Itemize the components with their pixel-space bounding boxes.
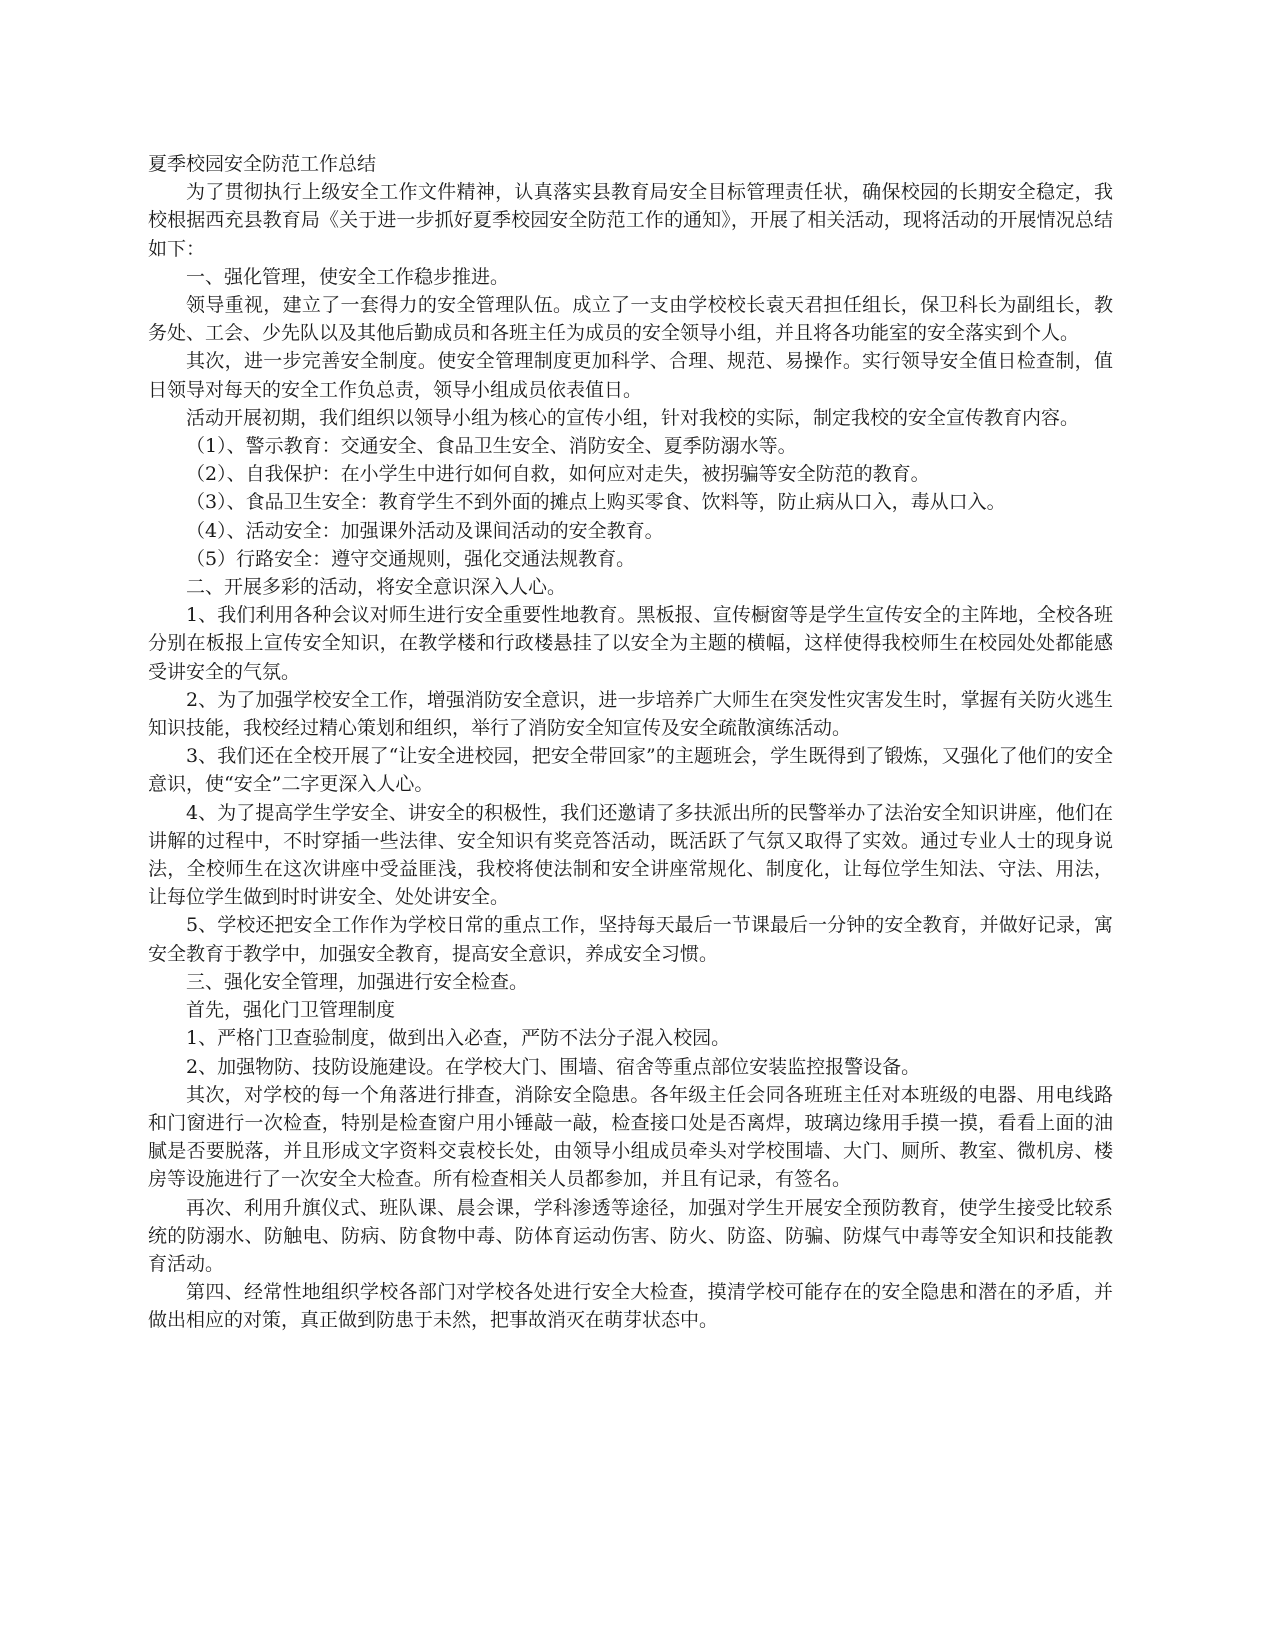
list-item: （2）、自我保护：在小学生中进行如何自救，如何应对走失，被拐骗等安全防范的教育。 <box>186 463 930 486</box>
paragraph: 其次，进一步完善安全制度。使安全管理制度更加科学、合理、规范、易操作。实行领导安全值日检查制，值日领导对每天的安全工作负总责，领导小组成员依表值日。 <box>148 350 1113 401</box>
paragraph: 5、学校还把安全工作作为学校日常的重点工作，坚持每天最后一节课最后一分钟的安全教育，并做好记录，寓安全教育于教学中，加强安全教育，提高安全意识，养成安全习惯。 <box>148 914 1113 965</box>
list-item: （4）、活动安全：加强课外活动及课间活动的安全教育。 <box>186 519 664 542</box>
paragraph: 活动开展初期，我们组织以领导小组为核心的宣传小组，针对我校的实际，制定我校的安全宣传教育内容。 <box>186 406 1080 429</box>
section-heading: 三、强化安全管理，加强进行安全检查。 <box>186 970 529 993</box>
list-item: 1、严格门卫查验制度，做到出入必查，严防不法分子混入校园。 <box>186 1027 731 1050</box>
list-item: （5）行路安全：遵守交通规则，强化交通法规教育。 <box>186 547 636 570</box>
paragraph: 为了贯彻执行上级安全工作文件精神，认真落实县教育局安全目标管理责任状，确保校园的长期安全稳定，我校根据西充县教育局《关于进一步抓好夏季校园安全防范工作的通知》，开展了相关活动，现将活动的开展情况总结如下： <box>148 181 1113 260</box>
paragraph: 首先，强化门卫管理制度 <box>186 999 396 1022</box>
document-title: 夏季校园安全防范工作总结 <box>148 153 377 175</box>
paragraph: 4、为了提高学生学安全、讲安全的积极性，我们还邀请了多扶派出所的民警举办了法治安全知识讲座，他们在讲解的过程中，不时穿插一些法律、安全知识有奖竞答活动，既活跃了气氛又取得了实效。通过专业人士的现身说法，全校师生在这次讲座中受益匪浅，我校将使法制和安全讲座常规化、制度化，让每位学生知法、守法、用法，让每位学生做到时时讲安全、处处讲安全。 <box>148 801 1113 909</box>
document-body <box>148 150 1113 1335</box>
list-item: （3）、食品卫生安全：教育学生不到外面的摊点上购买零食、饮料等，防止病从口入，毒从口入。 <box>186 491 1006 514</box>
paragraph: 1、我们利用各种会议对师生进行安全重要性地教育。黑板报、宣传橱窗等是学生宣传安全的主阵地，全校各班分别在板报上宣传安全知识，在教学楼和行政楼悬挂了以安全为主题的横幅，这样使得我校师生在校园处处都能感受讲安全的气氛。 <box>148 604 1113 683</box>
paragraph: 3、我们还在全校开展了“让安全进校园，把安全带回家”的主题班会，学生既得到了锻炼，又强化了他们的安全意识，使“安全”二字更深入人心。 <box>148 745 1113 796</box>
paragraph: 再次、利用升旗仪式、班队课、晨会课，学科渗透等途径，加强对学生开展安全预防教育，使学生接受比较系统的防溺水、防触电、防病、防食物中毒、防体育运动伤害、防火、防盗、防骗、防煤气中毒等安全知识和技能教育活动。 <box>148 1196 1113 1275</box>
paragraph: 领导重视，建立了一套得力的安全管理队伍。成立了一支由学校校长袁天君担任组长，保卫科长为副组长，教务处、工会、少先队以及其他后勤成员和各班主任为成员的安全领导小组，并且将各功能室的安全落实到个人。 <box>148 294 1113 345</box>
section-heading: 二、开展多彩的活动，将安全意识深入人心。 <box>186 576 567 599</box>
paragraph: 第四、经常性地组织学校各部门对学校各处进行安全大检查，摸清学校可能存在的安全隐患和潜在的矛盾，并做出相应的对策，真正做到防患于未然，把事故消灭在萌芽状态中。 <box>148 1281 1113 1332</box>
paragraph: 2、为了加强学校安全工作，增强消防安全意识，进一步培养广大师生在突发性灾害发生时，掌握有关防火逃生知识技能，我校经过精心策划和组织，举行了消防安全知宣传及安全疏散演练活动。 <box>148 688 1113 740</box>
section-heading: 一、强化管理，使安全工作稳步推进。 <box>186 265 510 288</box>
paragraph: 其次，对学校的每一个角落进行排查，消除安全隐患。各年级主任会同各班班主任对本班级的电器、用电线路和门窗进行一次检查，特别是检查窗户用小锤敲一敲，检查接口处是否离焊，玻璃边缘用手摸一摸，看看上面的油腻是否要脱落，并且形成文字资料交袁校长处，由领导小组成员牵头对学校围墙、大门、厕所、教室、微机房、楼房等设施进行了一次安全大检查。所有检查相关人员都参加，并且有记录，有签名。 <box>148 1083 1113 1191</box>
list-item: （1）、警示教育：交通安全、食品卫生安全、消防安全、夏季防溺水等。 <box>186 435 797 458</box>
list-item: 2、加强物防、技防设施建设。在学校大门、围墙、宿舍等重点部位安装监控报警设备。 <box>186 1055 921 1078</box>
